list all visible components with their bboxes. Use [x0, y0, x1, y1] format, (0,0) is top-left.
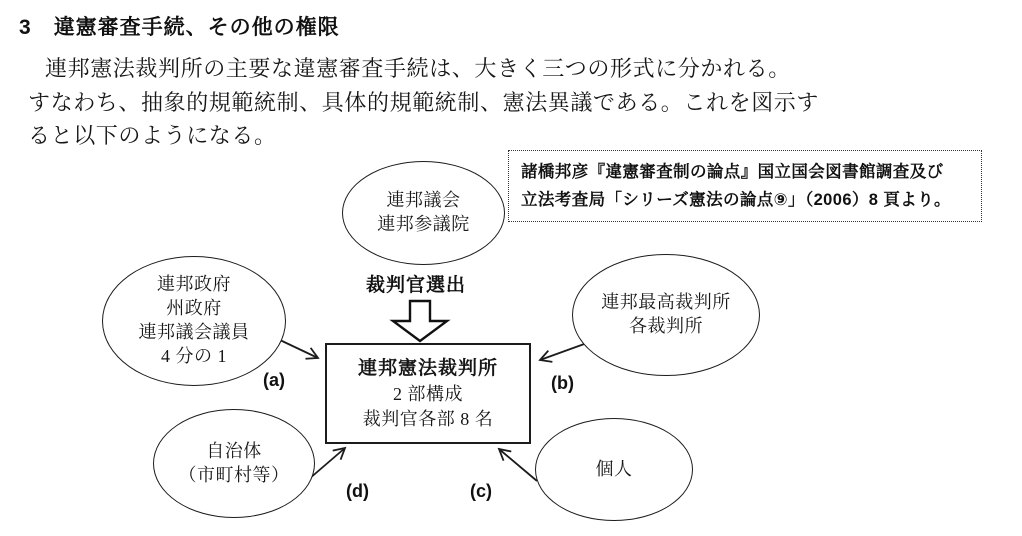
node-municipalities — [153, 409, 315, 518]
node-courts — [572, 254, 760, 376]
section-heading — [19, 11, 340, 41]
node-municipalities-line-2: （市町村等） — [178, 464, 290, 485]
arrow-b — [540, 343, 587, 360]
edge-label-c: (c) — [470, 481, 492, 501]
citation-line-1: 諸橋邦彦『違憲審査制の論点』国立国会図書館調査及び — [521, 163, 944, 181]
node-individuals-line-1: 個人 — [595, 458, 633, 479]
citation-line-2: 立法考査局「シリーズ憲法の論点⑨」（2006）8 頁より。 — [521, 191, 951, 210]
node-governments-line-2: 州政府 — [166, 298, 222, 319]
section-title: 違憲審査手続、その他の権限 — [53, 16, 340, 39]
node-governments — [102, 256, 286, 386]
section-number: 3 — [19, 16, 32, 39]
node-governments-line-4: 4 分の 1 — [161, 345, 227, 366]
node-governments-line-3: 連邦議会議員 — [138, 322, 250, 342]
node-parliament-line-2: 連邦参議院 — [377, 214, 470, 234]
paragraph-line-1: 連邦憲法裁判所の主要な違憲審査手続は、大きく三つの形式に分かれる。 — [45, 56, 791, 81]
node-governments-line-1: 連邦政府 — [157, 274, 231, 295]
node-parliament — [342, 161, 505, 265]
judge-selection-block-arrow — [393, 301, 447, 341]
node-parliament-line-1: 連邦議会 — [386, 190, 461, 211]
edge-label-a: (a) — [263, 370, 285, 390]
node-courts-line-1: 連邦最高裁判所 — [601, 292, 731, 313]
node-municipalities-line-1: 自治体 — [206, 440, 262, 461]
paragraph-line-3: ると以下のようになる。 — [28, 123, 277, 148]
edge-label-d: (d) — [346, 481, 369, 501]
center-box-title: 連邦憲法裁判所 — [357, 357, 498, 379]
node-constitutional-court — [325, 343, 531, 444]
center-box-line-2: 2 部構成 — [393, 383, 463, 404]
node-courts-line-2: 各裁判所 — [629, 316, 703, 336]
arrow-c — [499, 449, 537, 481]
edge-label-b: (b) — [551, 373, 574, 393]
paragraph-line-2: すなわち、抽象的規範統制、具体的規範統制、憲法異議である。これを図示す — [28, 90, 820, 115]
judge-selection-label: 裁判官選出 — [365, 275, 466, 296]
citation-box — [508, 150, 982, 222]
center-box-line-3: 裁判官各部 8 名 — [362, 408, 494, 429]
node-individuals — [535, 418, 693, 521]
